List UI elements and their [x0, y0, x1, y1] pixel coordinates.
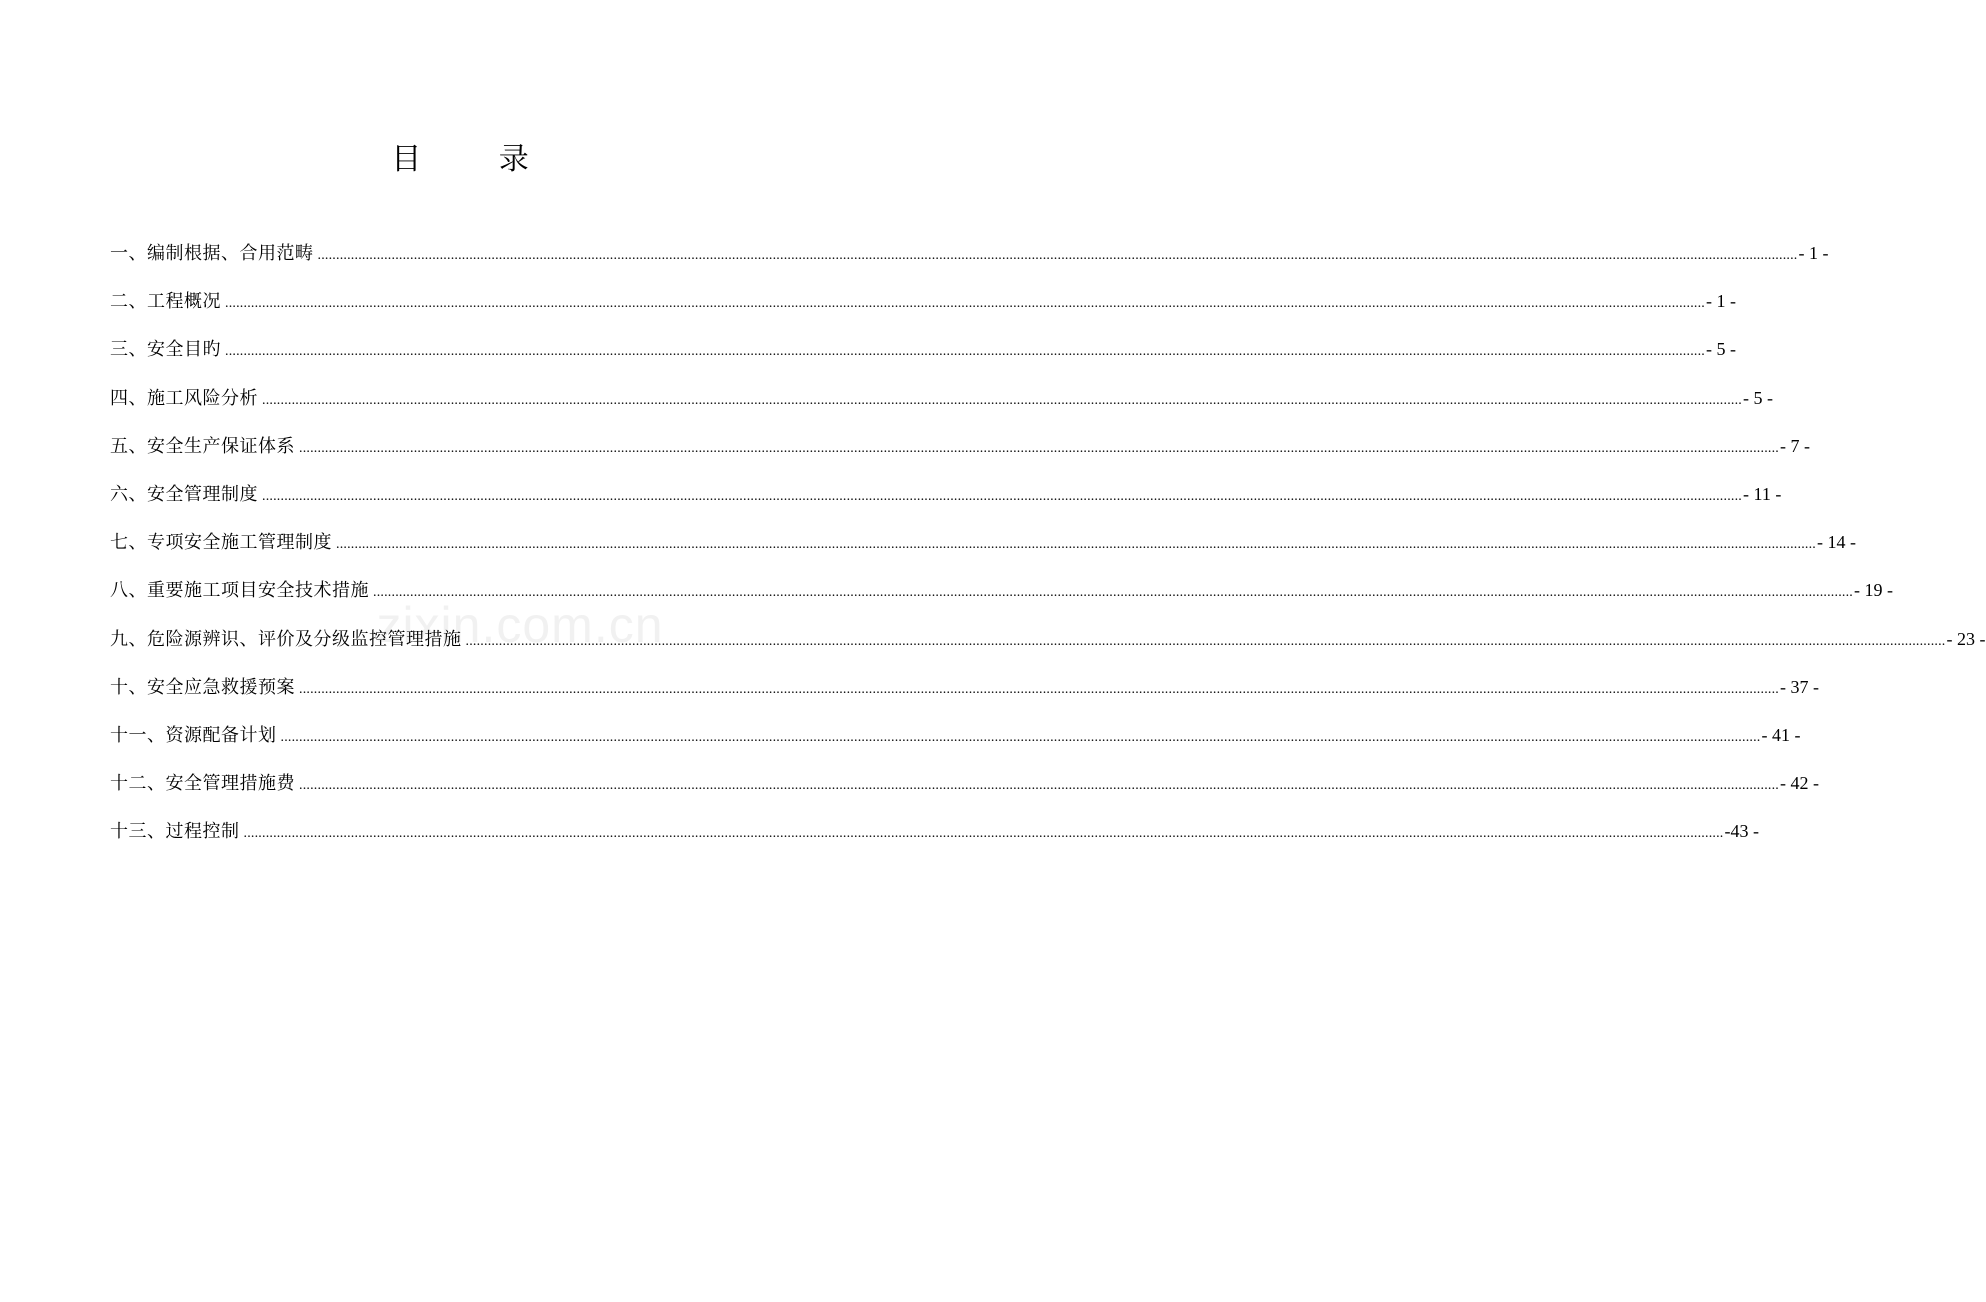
- toc-entry[interactable]: [110, 286, 1736, 334]
- toc-entry-label: 十一、资源配备计划: [110, 724, 277, 746]
- toc-entry-label: 三、安全目旳: [110, 339, 221, 361]
- toc-entry-page: - 23 -: [1946, 628, 1986, 649]
- toc-entry-label: 七、专项安全施工管理制度: [110, 532, 332, 554]
- toc-leader-dots: ................................................................................................................................................................................................................................................................................................................................................................................................................: [262, 488, 1742, 504]
- toc-leader-dots: ................................................................................................................................................................................................................................................................................................................................................................................................................: [465, 633, 1946, 649]
- toc-leader-dots: ................................................................................................................................................................................................................................................................................................................................................................................................................: [243, 826, 1724, 842]
- toc-entry-page: - 37 -: [1780, 676, 1819, 697]
- toc-entry-page: - 42 -: [1780, 773, 1819, 794]
- toc-leader-dots: ................................................................................................................................................................................................................................................................................................................................................................................................................: [262, 392, 1742, 408]
- toc-leader-dots: ................................................................................................................................................................................................................................................................................................................................................................................................................: [299, 440, 1779, 456]
- toc-entry[interactable]: [110, 479, 1782, 527]
- toc-entry[interactable]: [110, 334, 1736, 382]
- toc-entry-label: 十三、过程控制: [110, 821, 240, 843]
- toc-entry[interactable]: [110, 720, 1801, 768]
- toc-entry[interactable]: [110, 383, 1773, 431]
- toc-leader-dots: ................................................................................................................................................................................................................................................................................................................................................................................................................: [299, 778, 1779, 794]
- toc-entry[interactable]: [110, 527, 1856, 575]
- toc-entry-label: 五、安全生产保证体系: [110, 435, 295, 457]
- toc-entry-page: - 11 -: [1743, 483, 1782, 504]
- toc-leader-dots: ................................................................................................................................................................................................................................................................................................................................................................................................................: [225, 296, 1705, 312]
- toc-entry-page: -43 -: [1724, 821, 1759, 842]
- toc-entry-page: - 41 -: [1761, 724, 1801, 745]
- toc-entry-label: 一、编制根据、合用范畴: [110, 243, 314, 264]
- toc-entry-label: 二、工程概况: [110, 291, 221, 313]
- toc-leader-dots: ................................................................................................................................................................................................................................................................................................................................................................................................................: [317, 248, 1798, 263]
- toc-entry[interactable]: [110, 768, 1819, 816]
- toc-leader-dots: ................................................................................................................................................................................................................................................................................................................................................................................................................: [299, 681, 1779, 697]
- toc-entry[interactable]: [110, 575, 1893, 623]
- toc-entry-label: 四、施工风险分析: [110, 387, 258, 409]
- toc-entry-label: 六、安全管理制度: [110, 483, 258, 505]
- watermark: zixin.com.cn: [376, 597, 664, 653]
- toc-entry[interactable]: [110, 238, 1829, 286]
- toc-entry-page: - 14 -: [1817, 532, 1856, 553]
- toc-entry-page: - 5 -: [1706, 339, 1736, 360]
- toc-entry[interactable]: [110, 431, 1810, 479]
- toc-leader-dots: ................................................................................................................................................................................................................................................................................................................................................................................................................: [336, 537, 1816, 553]
- toc-entry-label: 十二、安全管理措施费: [110, 773, 295, 795]
- toc-leader-dots: ................................................................................................................................................................................................................................................................................................................................................................................................................: [373, 585, 1853, 601]
- toc-entry-page: - 7 -: [1780, 435, 1810, 456]
- toc-entry[interactable]: [110, 672, 1819, 720]
- toc-entry-label: 八、重要施工项目安全技术措施: [110, 580, 369, 602]
- toc-entry-page: - 19 -: [1854, 580, 1893, 601]
- toc-entry[interactable]: [110, 816, 1759, 864]
- toc-entry-label: 九、危险源辨识、评价及分级监控管理措施: [110, 628, 462, 650]
- toc-leader-dots: ................................................................................................................................................................................................................................................................................................................................................................................................................: [225, 344, 1705, 360]
- table-of-contents: [110, 238, 1986, 864]
- toc-entry[interactable]: [110, 624, 1986, 672]
- toc-title: 目 录: [391, 142, 563, 177]
- toc-entry-page: - 1 -: [1798, 243, 1829, 263]
- toc-entry-page: - 5 -: [1743, 387, 1773, 408]
- toc-entry-page: - 1 -: [1706, 291, 1736, 312]
- toc-leader-dots: ................................................................................................................................................................................................................................................................................................................................................................................................................: [280, 729, 1761, 745]
- toc-entry-label: 十、安全应急救援预案: [110, 676, 295, 698]
